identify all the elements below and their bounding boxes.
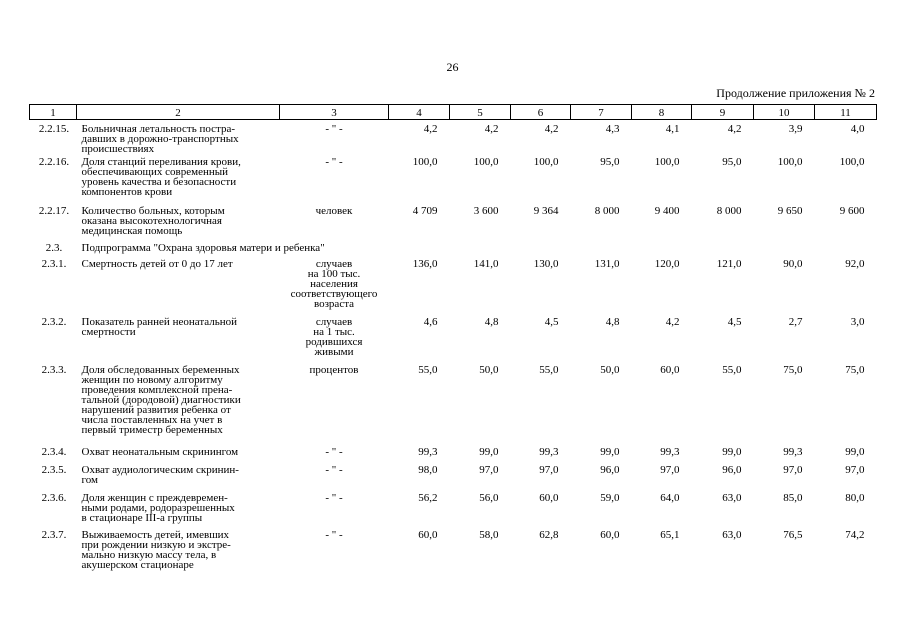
table-row	[30, 317, 877, 365]
row-code: 2.2.15.	[38, 123, 70, 135]
value-cell: 4,2	[665, 315, 680, 328]
value-cell: 100,0	[533, 155, 559, 168]
value-cell: 55,0	[539, 363, 559, 376]
value-cell: 99,3	[660, 445, 680, 458]
value-cell: 4,8	[605, 315, 620, 328]
value-cell: 80,0	[845, 491, 865, 504]
value-cell: 99,3	[783, 445, 803, 458]
value-cell: 120,0	[654, 257, 680, 270]
value-cell: 74,2	[845, 528, 865, 541]
section-title: Подпрограмма "Охрана здоровья матери и ребенка"	[81, 241, 325, 254]
value-cell: 92,0	[845, 257, 865, 270]
value-cell: 64,0	[660, 491, 680, 504]
indicator-name: Доля станций переливания крови, обеспечивающих современный уровень качества и безопасности компонентов крови	[81, 155, 241, 198]
value-cell: 4,3	[605, 123, 620, 135]
value-cell: 9 364	[533, 204, 559, 217]
value-cell: 95,0	[600, 155, 620, 168]
value-cell: 8 000	[716, 204, 742, 217]
value-cell: 75,0	[783, 363, 803, 376]
value-cell: 100,0	[473, 155, 499, 168]
value-cell: 4,2	[544, 123, 559, 135]
value-cell: 55,0	[722, 363, 742, 376]
value-cell: 4,5	[727, 315, 742, 328]
value-cell: 4,2	[423, 123, 438, 135]
table-row	[30, 206, 877, 243]
unit-cell: процентов	[309, 363, 359, 376]
continuation-label: Продолжение приложения № 2	[716, 86, 875, 100]
value-cell: 62,8	[539, 528, 559, 541]
row-code: 2.2.16.	[38, 155, 70, 168]
value-cell: 3,0	[850, 315, 865, 328]
table-row	[30, 493, 877, 530]
indicator-name: Показатель ранней неонатальной смертности	[81, 315, 238, 338]
value-cell: 4,5	[544, 315, 559, 328]
column-header: 11	[815, 105, 877, 120]
row-code: 2.3.4.	[41, 445, 67, 458]
indicator-name: Количество больных, которым оказана высокотехнологичная медицинская помощь	[81, 204, 225, 237]
row-code: 2.3.3.	[41, 363, 67, 376]
value-cell: 4,1	[665, 123, 680, 135]
page-number: 26	[446, 60, 459, 74]
value-cell: 4,0	[850, 123, 865, 135]
value-cell: 99,0	[479, 445, 499, 458]
table-row	[30, 530, 877, 576]
indicator-name: Смертность детей от 0 до 17 лет	[81, 257, 233, 270]
value-cell: 50,0	[479, 363, 499, 376]
column-header: 10	[754, 105, 815, 120]
value-cell: 55,0	[418, 363, 438, 376]
value-cell: 99,3	[539, 445, 559, 458]
unit-cell: человек	[315, 204, 353, 217]
row-code: 2.3.6.	[41, 491, 67, 504]
table-row	[30, 465, 877, 493]
value-cell: 99,3	[418, 445, 438, 458]
table-header	[30, 105, 877, 120]
indicator-name: Доля женщин с преждевремен- ными родами, родоразрешенных в стационаре III-а группы	[81, 491, 235, 524]
value-cell: 60,0	[539, 491, 559, 504]
row-code: 2.3.	[45, 241, 63, 254]
unit-cell: - " -	[325, 155, 343, 168]
value-cell: 60,0	[418, 528, 438, 541]
value-cell: 3,9	[788, 123, 803, 135]
value-cell: 8 000	[594, 204, 620, 217]
table-row	[30, 447, 877, 465]
value-cell: 121,0	[716, 257, 742, 270]
value-cell: 65,1	[660, 528, 680, 541]
value-cell: 96,0	[722, 463, 742, 476]
header-row	[30, 105, 877, 120]
value-cell: 75,0	[845, 363, 865, 376]
indicator-name: Доля обследованных беременных женщин по новому алгоритму проведения комплексной прена- тальной (дородовой) диагностики нарушений развития ребенка от числа поставленных на учет в первый триместр беременных	[81, 363, 241, 436]
value-cell: 97,0	[660, 463, 680, 476]
value-cell: 90,0	[783, 257, 803, 270]
value-cell: 4 709	[412, 204, 438, 217]
column-header: 3	[280, 105, 389, 120]
unit-cell: - " -	[325, 463, 343, 476]
unit-cell: - " -	[325, 491, 343, 504]
value-cell: 97,0	[845, 463, 865, 476]
column-header: 2	[77, 105, 280, 120]
row-code: 2.3.5.	[41, 463, 67, 476]
column-header: 5	[450, 105, 511, 120]
value-cell: 96,0	[600, 463, 620, 476]
indicator-name: Выживаемость детей, имевших при рождении низкую и экстре- мально низкую массу тела, в акушерском стационаре	[81, 528, 231, 571]
value-cell: 4,8	[484, 315, 499, 328]
unit-cell: - " -	[325, 528, 343, 541]
unit-cell: случаев на 1 тыс. родившихся живыми	[305, 315, 363, 358]
row-code: 2.2.17.	[38, 204, 70, 217]
table-row	[30, 259, 877, 317]
value-cell: 76,5	[783, 528, 803, 541]
unit-cell: случаев на 100 тыс. населения соответствующего возраста	[290, 257, 378, 310]
value-cell: 58,0	[479, 528, 499, 541]
row-code: 2.3.7.	[41, 528, 67, 541]
column-header: 1	[30, 105, 77, 120]
value-cell: 60,0	[660, 363, 680, 376]
value-cell: 100,0	[412, 155, 438, 168]
column-header: 4	[389, 105, 450, 120]
table-row	[30, 120, 877, 157]
table-row	[30, 157, 877, 206]
indicator-name: Больничная летальность постра- давших в дорожно-транспортных происшествиях	[81, 123, 239, 155]
indicator-name: Охват неонатальным скринингом	[81, 445, 239, 458]
value-cell: 63,0	[722, 528, 742, 541]
value-cell: 9 600	[839, 204, 865, 217]
value-cell: 99,0	[600, 445, 620, 458]
value-cell: 97,0	[783, 463, 803, 476]
value-cell: 130,0	[533, 257, 559, 270]
column-header: 6	[511, 105, 571, 120]
value-cell: 4,2	[484, 123, 499, 135]
row-code: 2.3.1.	[41, 257, 67, 270]
value-cell: 141,0	[473, 257, 499, 270]
column-header: 8	[632, 105, 692, 120]
indicators-table	[29, 104, 877, 576]
value-cell: 63,0	[722, 491, 742, 504]
value-cell: 131,0	[594, 257, 620, 270]
unit-cell: - " -	[325, 123, 343, 135]
row-code: 2.3.2.	[41, 315, 67, 328]
value-cell: 56,0	[479, 491, 499, 504]
value-cell: 100,0	[839, 155, 865, 168]
column-header: 9	[692, 105, 754, 120]
value-cell: 50,0	[600, 363, 620, 376]
value-cell: 60,0	[600, 528, 620, 541]
value-cell: 97,0	[539, 463, 559, 476]
unit-cell: - " -	[325, 445, 343, 458]
value-cell: 100,0	[654, 155, 680, 168]
value-cell: 2,7	[788, 315, 803, 328]
table-row	[30, 365, 877, 447]
value-cell: 97,0	[479, 463, 499, 476]
section-row	[30, 243, 877, 259]
value-cell: 4,2	[727, 123, 742, 135]
value-cell: 59,0	[600, 491, 620, 504]
table-body	[30, 120, 877, 576]
column-header: 7	[571, 105, 632, 120]
value-cell: 56,2	[418, 491, 438, 504]
value-cell: 136,0	[412, 257, 438, 270]
value-cell: 99,0	[845, 445, 865, 458]
value-cell: 100,0	[777, 155, 803, 168]
value-cell: 9 650	[777, 204, 803, 217]
value-cell: 3 600	[473, 204, 499, 217]
value-cell: 4,6	[423, 315, 438, 328]
value-cell: 95,0	[722, 155, 742, 168]
value-cell: 99,0	[722, 445, 742, 458]
value-cell: 98,0	[418, 463, 438, 476]
value-cell: 9 400	[654, 204, 680, 217]
indicator-name: Охват аудиологическим скринин- гом	[81, 463, 239, 486]
value-cell: 85,0	[783, 491, 803, 504]
